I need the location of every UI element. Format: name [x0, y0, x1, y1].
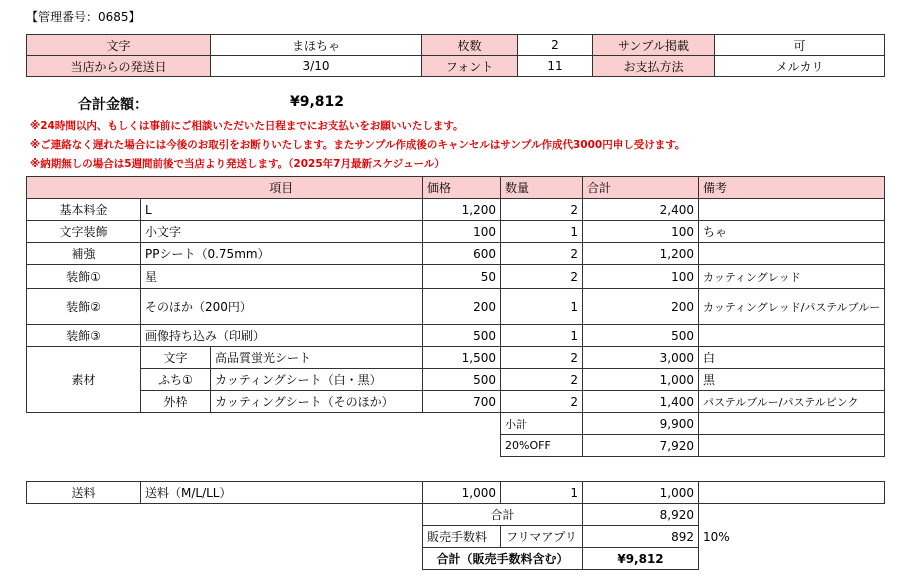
shipping-item: 送料（M/L/LL）: [141, 482, 423, 504]
row-total: 100: [583, 221, 699, 243]
row-item: L: [141, 199, 423, 221]
row-qty: 2: [501, 265, 583, 289]
row-item: 星: [141, 265, 423, 289]
info-value-font: 11: [518, 56, 593, 77]
control-number: 【管理番号：0685】: [26, 10, 141, 24]
material-price: 500: [423, 369, 501, 391]
row-total: 500: [583, 325, 699, 347]
main-table: [26, 176, 885, 457]
sum-label: 合計: [423, 504, 583, 526]
fee-value: 892: [583, 526, 699, 548]
material-note: 白: [699, 347, 885, 369]
subtotal-label: 小計: [501, 413, 583, 435]
fee-note: 10%: [699, 526, 885, 548]
info-label-count: 枚数: [422, 35, 518, 56]
material-qty: 2: [501, 391, 583, 413]
info-value-payment: メルカリ: [715, 56, 885, 77]
shipping-qty: 1: [501, 482, 583, 504]
info-label-ship-date: 当店からの発送日: [27, 56, 211, 77]
material-price: 700: [423, 391, 501, 413]
table-row: [27, 243, 885, 265]
material-sub: ふち①: [141, 369, 211, 391]
row-price: 100: [423, 221, 501, 243]
material-sub: 文字: [141, 347, 211, 369]
material-sub: 外枠: [141, 391, 211, 413]
row-item: そのほか（200円）: [141, 289, 423, 325]
info-value-text: まほちゃ: [211, 35, 422, 56]
row-note: カッティングレッド/パステルブルー: [699, 289, 885, 325]
note-1: ※24時間以内、もしくは事前にご相談いただいた日程までにお支払いをお願いいたします。: [30, 120, 464, 132]
info-table: [26, 34, 885, 77]
header-price: 価格: [423, 177, 501, 199]
table-row: [27, 289, 885, 325]
material-price: 1,500: [423, 347, 501, 369]
info-label-text: 文字: [27, 35, 211, 56]
info-label-payment: お支払方法: [593, 56, 715, 77]
fee-sub: フリマアプリ: [501, 526, 583, 548]
table-row: [27, 221, 885, 243]
row-item: 画像持ち込み（印刷）: [141, 325, 423, 347]
material-item: カッティングシート（そのほか）: [211, 391, 423, 413]
row-qty: 1: [501, 221, 583, 243]
material-qty: 2: [501, 347, 583, 369]
material-item: カッティングシート（白・黒）: [211, 369, 423, 391]
row-item: 小文字: [141, 221, 423, 243]
subtotal-value: 9,900: [583, 413, 699, 435]
row-note: カッティングレッド: [699, 265, 885, 289]
row-note: [699, 325, 885, 347]
sum-value: 8,920: [583, 504, 699, 526]
header-total: 合計: [583, 177, 699, 199]
info-label-font: フォント: [422, 56, 518, 77]
header-note: 備考: [699, 177, 885, 199]
row-category: 装飾②: [27, 289, 141, 325]
table-row: [27, 265, 885, 289]
table-row: [27, 482, 885, 504]
material-qty: 2: [501, 369, 583, 391]
table-row: [27, 391, 885, 413]
shipping-category: 送料: [27, 482, 141, 504]
header-item: 項目: [141, 177, 423, 199]
material-item: 高品質蛍光シート: [211, 347, 423, 369]
row-price: 600: [423, 243, 501, 265]
table-row: [27, 325, 885, 347]
info-value-ship-date: 3/10: [211, 56, 422, 77]
material-total: 3,000: [583, 347, 699, 369]
shipping-total: 1,000: [583, 482, 699, 504]
row-total: 2,400: [583, 199, 699, 221]
total-amount-label: 合計金額：: [78, 97, 148, 113]
material-note: パステルブルー/パステルピンク: [699, 391, 885, 413]
row-price: 1,200: [423, 199, 501, 221]
row-price: 50: [423, 265, 501, 289]
fee-label: 販売手数料: [423, 526, 501, 548]
row-price: 200: [423, 289, 501, 325]
row-price: 500: [423, 325, 501, 347]
material-total: 1,400: [583, 391, 699, 413]
row-qty: 1: [501, 325, 583, 347]
table-row: [27, 369, 885, 391]
row-category: 装飾①: [27, 265, 141, 289]
row-qty: 2: [501, 243, 583, 265]
material-category: 素材: [27, 347, 141, 413]
row-item: PPシート（0.75mm）: [141, 243, 423, 265]
row-total: 200: [583, 289, 699, 325]
row-note: [699, 243, 885, 265]
material-total: 1,000: [583, 369, 699, 391]
row-total: 1,200: [583, 243, 699, 265]
row-category: 文字装飾: [27, 221, 141, 243]
info-value-sample: 可: [715, 35, 885, 56]
note-2: ※ご連絡なく遅れた場合には今後のお取引をお断りいたします。またサンプル作成後のキャンセルはサンプル作成代3000円申し受けます。: [30, 139, 686, 151]
row-qty: 2: [501, 199, 583, 221]
row-category: 補強: [27, 243, 141, 265]
header-qty: 数量: [501, 177, 583, 199]
row-note: ちゃ: [699, 221, 885, 243]
row-total: 100: [583, 265, 699, 289]
info-value-count: 2: [518, 35, 593, 56]
info-label-sample: サンプル掲載: [593, 35, 715, 56]
note-3: ※納期無しの場合は5週間前後で当店より発送します。（2025年7月最新スケジュール）: [30, 158, 445, 170]
grand-total-label: 合計（販売手数料含む）: [423, 548, 583, 570]
discount-label: 20%OFF: [501, 435, 583, 457]
row-category: 装飾③: [27, 325, 141, 347]
table-row: [27, 347, 885, 369]
total-amount-value: ¥9,812: [290, 94, 345, 110]
shipping-price: 1,000: [423, 482, 501, 504]
material-note: 黒: [699, 369, 885, 391]
row-category: 基本料金: [27, 199, 141, 221]
row-qty: 1: [501, 289, 583, 325]
discount-value: 7,920: [583, 435, 699, 457]
row-note: [699, 199, 885, 221]
grand-total-value: ¥9,812: [583, 548, 699, 570]
table-row: [27, 199, 885, 221]
shipping-table: [26, 481, 885, 570]
